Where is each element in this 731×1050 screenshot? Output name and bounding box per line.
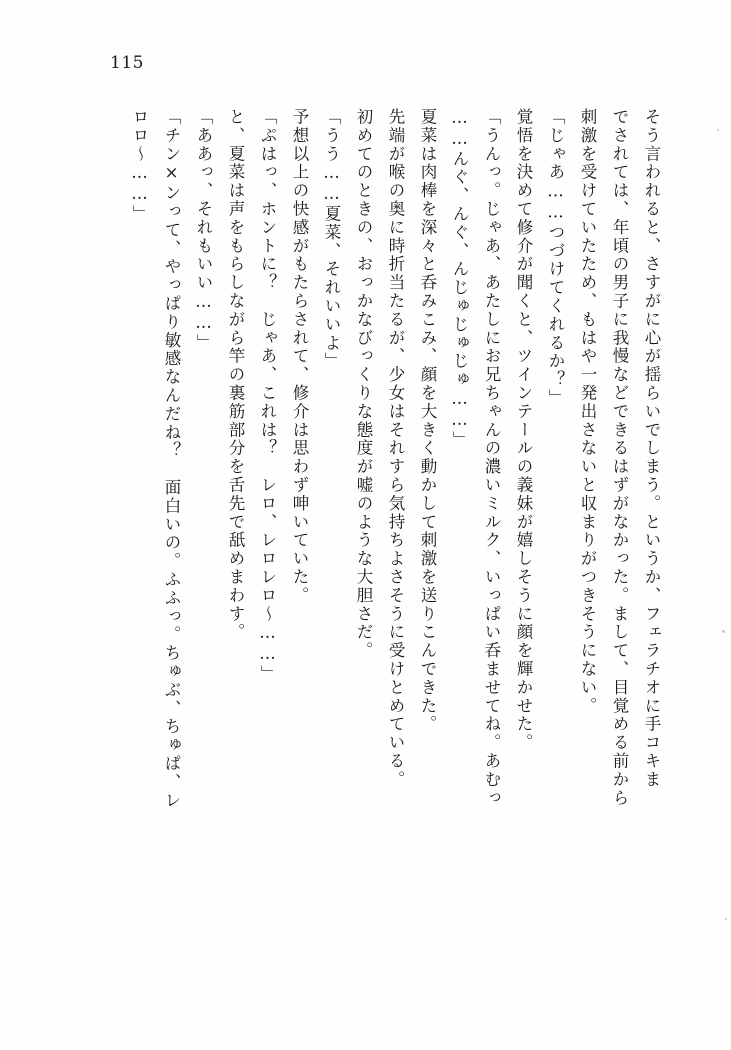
vertical-text-body: [115, 108, 659, 988]
text-column: ロロ～……」: [130, 108, 149, 224]
text-column: 「うんっ。じゃあ、あたしにお兄ちゃんの濃いミルク、いっぱい呑ませてね。あむっ: [482, 108, 501, 808]
text-column: 夏菜は肉棒を深々と呑みこみ、顔を大きく動かして刺激を送りこんできた。: [418, 108, 437, 734]
text-column: 「チン×ンって、やっぱり敏感なんだね？ 面白いの。ふふっ。ちゅぶ、ちゅぱ、レ: [162, 108, 181, 810]
text-column: ……んぐ、んぐ、んじゅじゅじゅ……」: [450, 108, 469, 450]
text-column: 覚悟を決めて修介が聞くと、ツインテールの義妹が嬉しそうに顔を輝かせた。: [514, 108, 533, 752]
text-column: 「じゃあ……つづけてくれるか？」: [546, 108, 565, 408]
text-column: でされては、年頃の男子に我慢などできるはずがなかった。まして、目覚める前から: [610, 108, 629, 808]
scan-speck: [722, 630, 725, 633]
text-column: と、夏菜は声をもらしながら竿の裏筋部分を舌先で舐めまわす。: [226, 108, 245, 642]
text-column: 「うう……夏菜、それいいよ」: [322, 108, 341, 371]
page-number: 115: [110, 53, 144, 73]
scan-speck: [717, 129, 719, 131]
scan-speck: [725, 918, 727, 920]
text-column: 「ああっ、それもいい……」: [194, 108, 213, 353]
text-column: 予想以上の快感がもたらされて、修介は思わず呻いていた。: [290, 108, 309, 605]
text-column: そう言われると、さすがに心が揺らいでしまう。というか、フェラチオに手コキま: [642, 108, 661, 789]
text-column: 初めてのときの、おっかなびっくりな態度が嘘のような大胆さだ。: [354, 108, 373, 660]
text-column: 刺激を受けていたため、もはや一発出さないと収まりがつきそうにない。: [578, 108, 597, 716]
text-column: 先端が喉の奥に時折当たるが、少女はそれすら気持ちよさそうに受けとめている。: [386, 108, 405, 789]
text-column: 「ぷはっ、ホントに？ じゃあ、これは？ レロ、レロレロ～……」: [258, 108, 277, 684]
